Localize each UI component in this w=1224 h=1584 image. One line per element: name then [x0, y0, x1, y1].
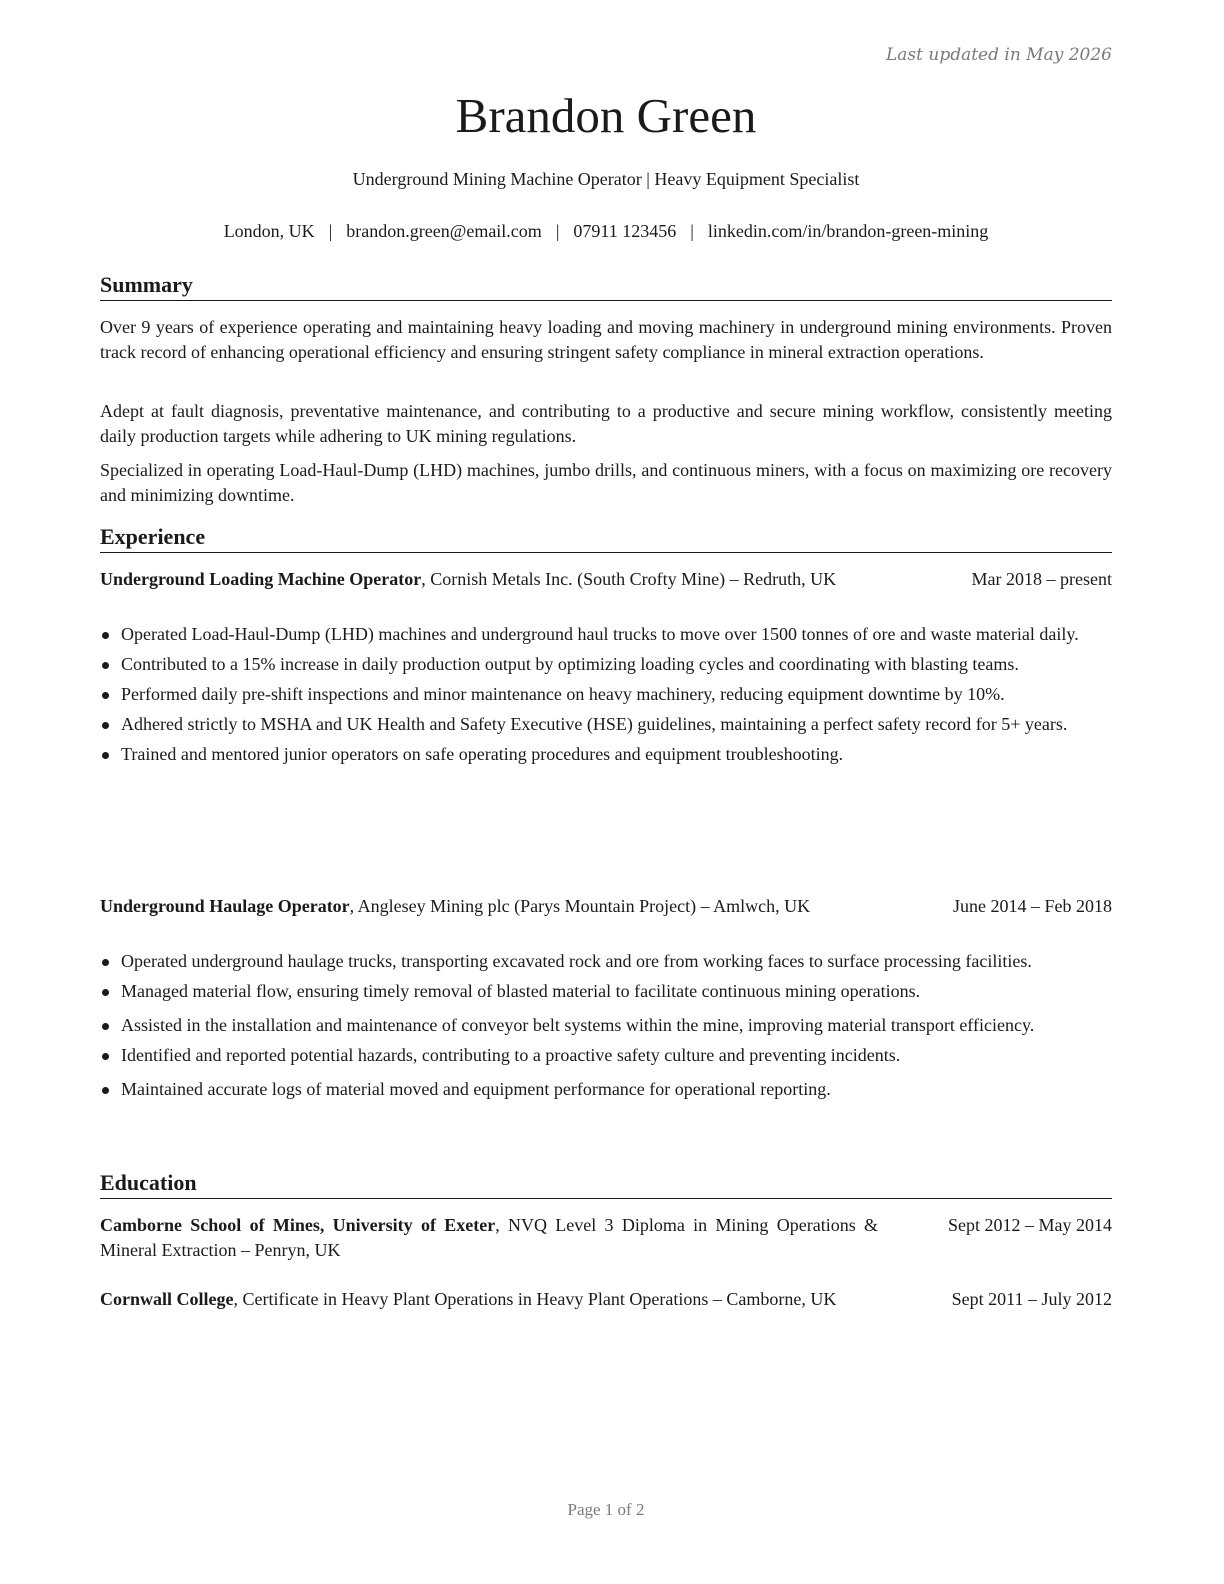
list-item: Identified and reported potential hazards, contributing to a proactive safety culture and preventing incidents. — [100, 1043, 1112, 1068]
job-bullet-list — [100, 622, 1112, 767]
bullet-icon — [102, 1087, 109, 1094]
contact-phone[interactable]: 07911 123456 — [573, 221, 677, 241]
contact-separator: | — [328, 221, 333, 241]
education-details: , NVQ Level 3 Diploma in Mining Operations & Mineral Extraction – Penryn, UK — [100, 1215, 878, 1260]
section-title-summary: Summary — [100, 271, 1112, 301]
contact-separator: | — [555, 221, 560, 241]
education-entry — [100, 1287, 1112, 1312]
education-entry — [100, 1213, 1112, 1263]
bullet-icon — [102, 1053, 109, 1060]
list-item: Maintained accurate logs of material moved and equipment performance for operational reporting. — [100, 1077, 1112, 1102]
job-role: Underground Loading Machine Operator — [100, 569, 422, 589]
job-employer: , Cornish Metals Inc. (South Crofty Mine) – Redruth, UK — [421, 569, 837, 589]
bullet-icon — [102, 692, 109, 699]
bullet-icon — [102, 989, 109, 996]
list-item: Trained and mentored junior operators on safe operating procedures and equipment troubleshooting. — [100, 742, 1112, 767]
list-item: Contributed to a 15% increase in daily production output by optimizing loading cycles and coordinating with blasting teams. — [100, 652, 1112, 677]
education-dates: Sept 2012 – May 2014 — [948, 1215, 1112, 1235]
page-number: Page 1 of 2 — [567, 1500, 645, 1519]
list-item: Assisted in the installation and maintenance of conveyor belt systems within the mine, improving material transport efficiency. — [100, 1013, 1112, 1038]
education-details: , Certificate in Heavy Plant Operations in Heavy Plant Operations – Camborne, UK — [233, 1289, 837, 1309]
job-dates: June 2014 – Feb 2018 — [953, 896, 1112, 916]
bullet-icon — [102, 662, 109, 669]
job-header — [100, 894, 1112, 919]
summary-paragraph: Over 9 years of experience operating and maintaining heavy loading and moving machinery in underground mining environments. Proven track record of enhancing operational efficiency and ensuring stringent safety compliance in mineral extraction operations. — [100, 317, 1112, 362]
job-employer: , Anglesey Mining plc (Parys Mountain Project) – Amlwch, UK — [349, 896, 811, 916]
list-item: Performed daily pre-shift inspections and minor maintenance on heavy machinery, reducing equipment downtime by 10%. — [100, 682, 1112, 707]
bullet-icon — [102, 722, 109, 729]
contact-email[interactable]: brandon.green@email.com — [346, 221, 542, 241]
bullet-icon — [102, 959, 109, 966]
education-institution: Cornwall College — [100, 1289, 234, 1309]
education-dates: Sept 2011 – July 2012 — [951, 1289, 1112, 1309]
list-item: Managed material flow, ensuring timely removal of blasted material to facilitate continuous mining operations. — [100, 979, 1112, 1004]
bullet-icon — [102, 632, 109, 639]
contact-line — [100, 219, 1112, 243]
section-title-experience: Experience — [100, 523, 1112, 553]
contact-linkedin[interactable]: linkedin.com/in/brandon-green-mining — [707, 221, 989, 241]
job-role: Underground Haulage Operator — [100, 896, 350, 916]
education-institution: Camborne School of Mines, University of Exeter — [100, 1215, 496, 1235]
list-item: Adhered strictly to MSHA and UK Health and Safety Executive (HSE) guidelines, maintaining a perfect safety record for 5+ years. — [100, 712, 1112, 737]
section-title-education: Education — [100, 1169, 1112, 1199]
list-item: Operated underground haulage trucks, transporting excavated rock and ore from working faces to surface processing facilities. — [100, 949, 1112, 974]
contact-location: London, UK — [223, 221, 315, 241]
last-updated-note: Last updated in May 2026 — [885, 45, 1112, 65]
contact-separator: | — [690, 221, 694, 241]
bullet-icon — [102, 752, 109, 759]
candidate-name: Brandon Green — [455, 88, 757, 143]
job-bullet-list — [100, 949, 1112, 1102]
job-header — [100, 567, 1112, 592]
bullet-icon — [102, 1023, 109, 1030]
summary-paragraph: Specialized in operating Load-Haul-Dump (LHD) machines, jumbo drills, and continuous miners, with a focus on maximizing ore recovery and minimizing downtime. — [100, 460, 1112, 505]
headline: Underground Mining Machine Operator | Heavy Equipment Specialist — [352, 169, 860, 189]
list-item: Operated Load-Haul-Dump (LHD) machines and underground haul trucks to move over 1500 tonnes of ore and waste material daily. — [100, 622, 1112, 647]
job-dates: Mar 2018 – present — [971, 569, 1112, 589]
resume-page — [100, 0, 1112, 1584]
summary-paragraph: Adept at fault diagnosis, preventative maintenance, and contributing to a productive and secure mining workflow, consistently meeting daily production targets while adhering to UK mining regulations. — [100, 401, 1112, 446]
